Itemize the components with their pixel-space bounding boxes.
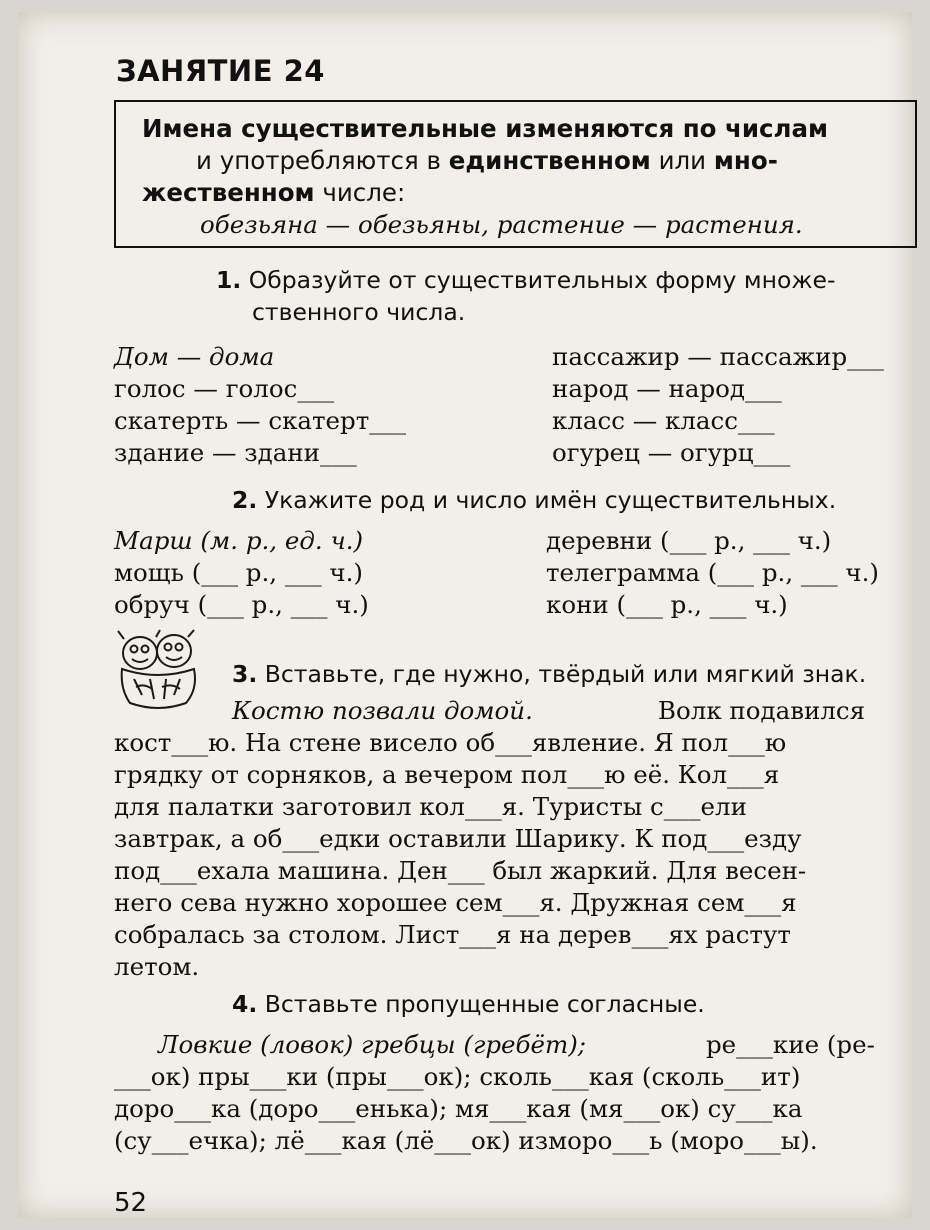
- textbook-page: [18, 12, 912, 1218]
- rule-term-plural-rest: жественном: [142, 178, 315, 207]
- task4-example: Ловкие (ловок) гребцы (гребёт);: [158, 1030, 587, 1059]
- task3-line: кост___ю. На стене висело об___явление. Я пол___ю: [114, 728, 787, 757]
- task2-example: Марш (м. р., ед. ч.): [114, 526, 364, 555]
- task1-item: здание — здани___: [114, 438, 357, 467]
- task-text: Вставьте, где нужно, твёрдый или мягкий знак.: [257, 660, 867, 688]
- task-text: Укажите род и число имён существительных.: [257, 486, 837, 514]
- task1-item: пассажир — пассажир___: [552, 342, 884, 371]
- task2-item: деревни (___ р., ___ ч.): [546, 526, 832, 555]
- task2-item: мощь (___ р., ___ ч.): [114, 558, 363, 587]
- task4-text: ре___кие (ре-: [706, 1030, 875, 1059]
- task1-heading-cont: ственного числа.: [252, 298, 466, 326]
- task3-line: него сева нужно хорошее сем___я. Дружная сем___я: [114, 888, 797, 917]
- task3-line: собралась за столом. Лист___я на дерев___ях растут: [114, 920, 791, 949]
- task-number: 2.: [232, 486, 258, 514]
- rule-text: или: [650, 146, 714, 175]
- task4-line: (су___ечка); лё___кая (лё___ок) изморо___ь (моро___ы).: [114, 1126, 818, 1155]
- task1-item: скатерть — скатерт___: [114, 406, 407, 435]
- task4-heading: [232, 990, 705, 1018]
- task2-item: кони (___ р., ___ ч.): [546, 590, 788, 619]
- task3-text: Волк подавился: [658, 696, 866, 725]
- task1-item: народ — народ___: [552, 374, 782, 403]
- task1-item: класс — класс___: [552, 406, 775, 435]
- rule-line-2: [196, 146, 778, 176]
- rule-term-singular: единственном: [448, 146, 651, 175]
- cartoon-characters-illustration: [114, 629, 202, 711]
- task-number: 1.: [216, 266, 242, 294]
- task3-line: летом.: [114, 952, 200, 981]
- page-number: 52: [114, 1188, 148, 1218]
- task4-line: ___ок) пры___ки (пры___ок); сколь___кая (сколь___ит): [114, 1062, 801, 1091]
- task3-line: завтрак, а об___едки оставили Шарику. К под___езду: [114, 824, 802, 853]
- task1-heading: [216, 266, 835, 294]
- task3-heading: [232, 660, 866, 688]
- task4-line: доро___ка (доро___енька); мя___кая (мя___ок) су___ка: [114, 1094, 803, 1123]
- task2-heading: [232, 486, 836, 514]
- task-number: 3.: [232, 660, 258, 688]
- task-text: Вставьте пропущенные согласные.: [257, 990, 705, 1018]
- rule-text: и употребляются в: [196, 146, 449, 175]
- task-number: 4.: [232, 990, 258, 1018]
- rule-line-3: [142, 178, 405, 208]
- rule-box: [114, 100, 917, 248]
- task2-item: телеграмма (___ р., ___ ч.): [546, 558, 879, 587]
- rule-example: обезьяна — обезьяны, растение — растения.: [200, 210, 803, 239]
- task-text: Образуйте от существительных форму множе-: [241, 266, 836, 294]
- lesson-title: ЗАНЯТИЕ 24: [116, 54, 325, 88]
- task1-example: Дом — дома: [114, 342, 275, 371]
- task2-item: обруч (___ р., ___ ч.): [114, 590, 369, 619]
- task3-line: под___ехала машина. Ден___ был жаркий. Для весен-: [114, 856, 807, 885]
- task1-item: голос — голос___: [114, 374, 335, 403]
- rule-term-plural-part: мно-: [713, 146, 778, 175]
- task3-line: для палатки заготовил кол___я. Туристы с___ели: [114, 792, 747, 821]
- rule-line-1: Имена существительные изменяются по числам: [142, 114, 829, 143]
- task1-item: огурец — огурц___: [552, 438, 791, 467]
- task3-example: Костю позвали домой.: [232, 696, 533, 725]
- task3-line: грядку от сорняков, а вечером пол___ю её. Кол___я: [114, 760, 780, 789]
- rule-text: числе:: [314, 178, 406, 207]
